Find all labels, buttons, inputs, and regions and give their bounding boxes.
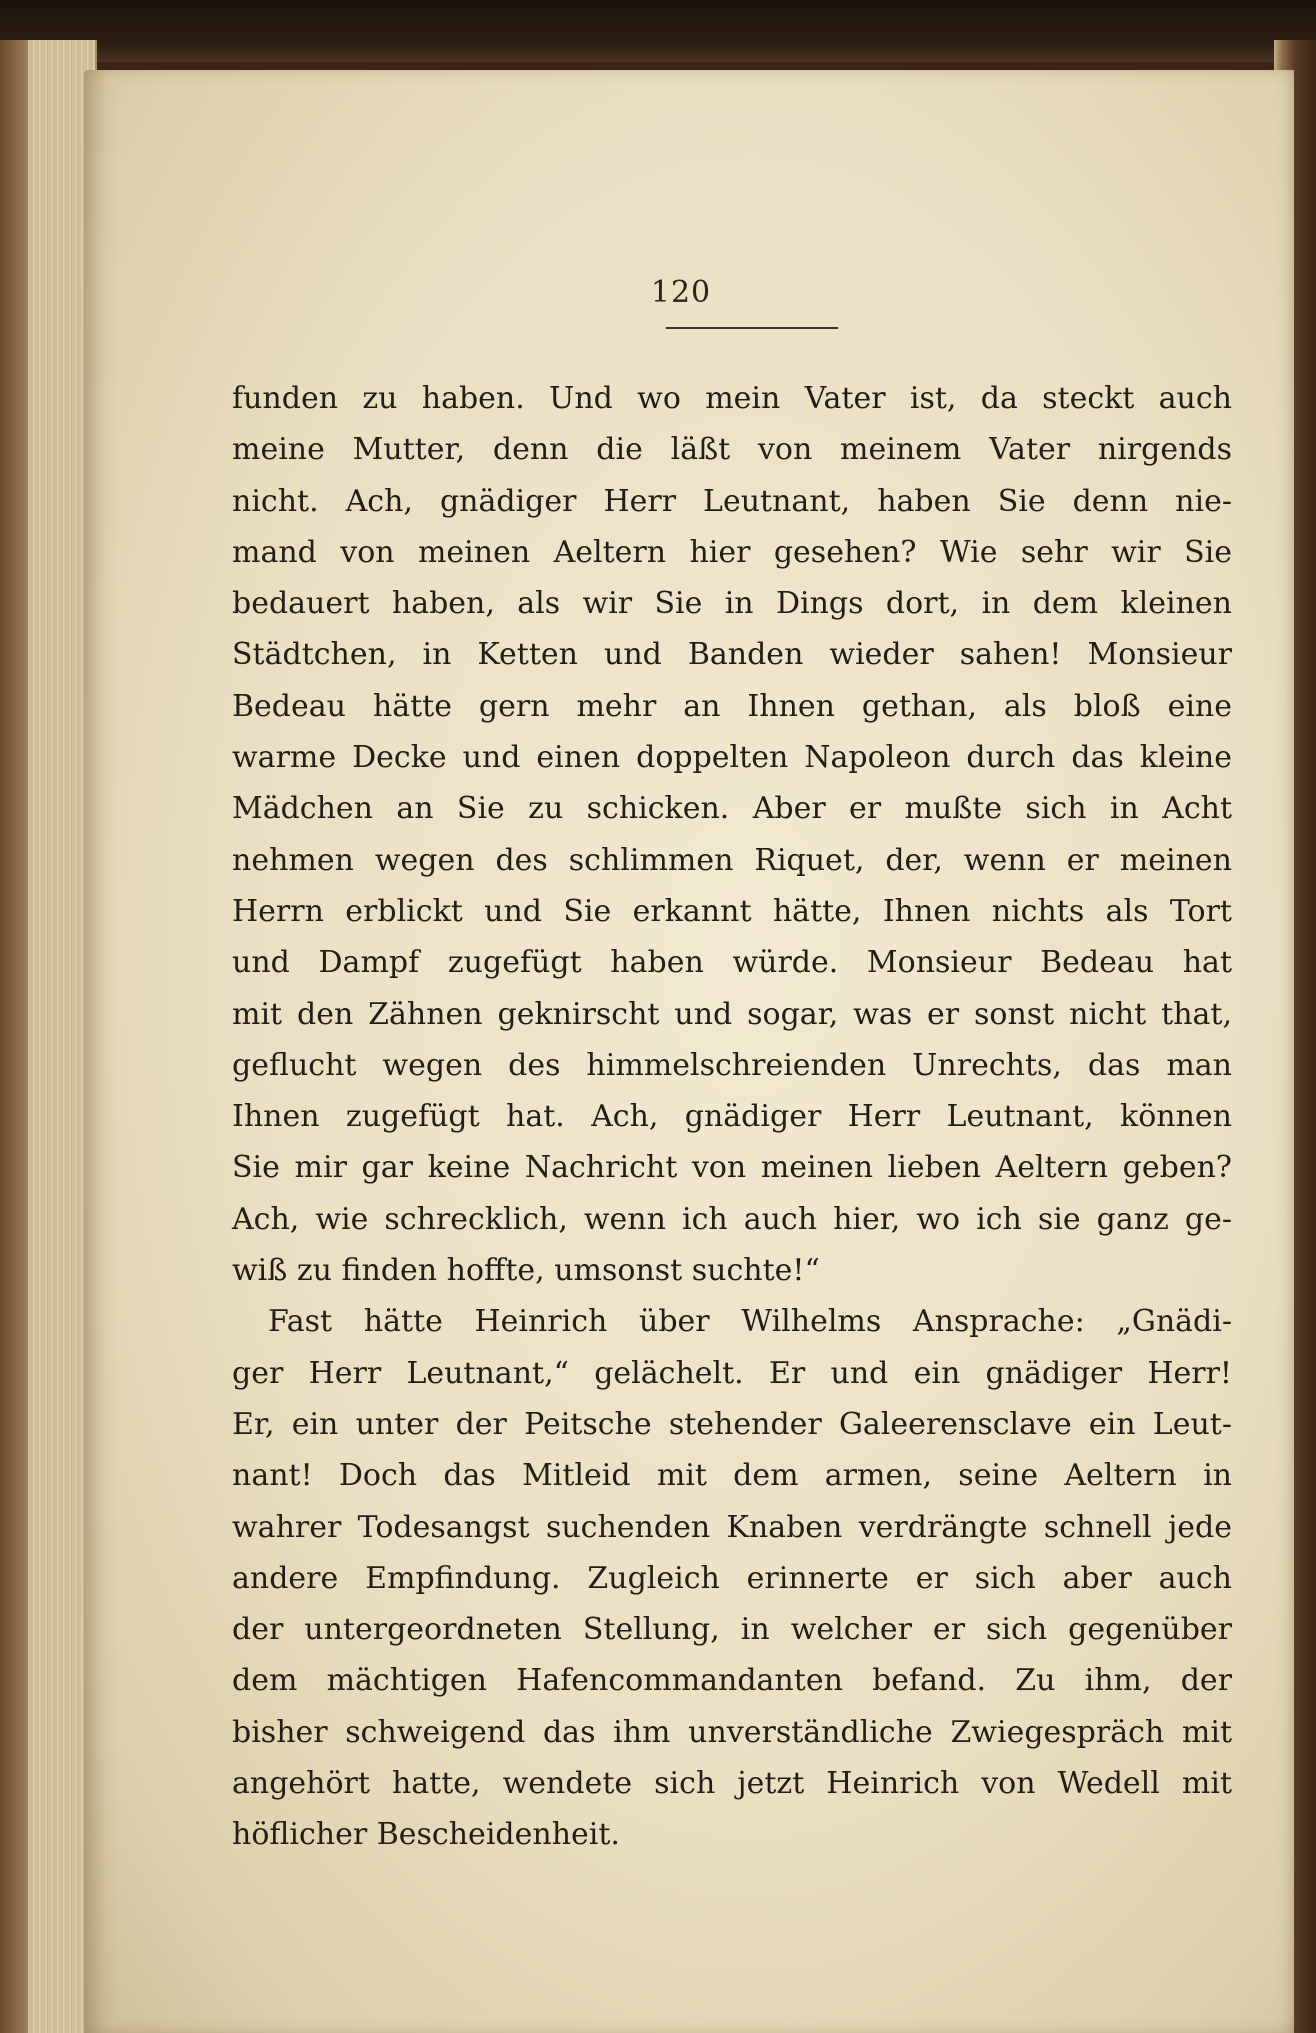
book-page (84, 70, 1294, 2033)
text-line: Städtchen, in Ketten und Banden wieder sahen! Monsieur (232, 637, 1232, 673)
text-line: Er, ein unter der Peitsche stehender Galeerensclave ein Leut- (232, 1406, 1232, 1442)
paragraph (232, 373, 1232, 1296)
text-line: warme Decke und einen doppelten Napoleon durch das kleine (232, 740, 1232, 776)
text-line: geflucht wegen des himmelschreienden Unrechts, das man (232, 1047, 1232, 1083)
text-line: dem mächtigen Hafencommandanten befand. Zu ihm, der (232, 1663, 1232, 1699)
text-line: Mädchen an Sie zu schicken. Aber er mußte sich in Acht (232, 791, 1232, 827)
text-line: funden zu haben. Und wo mein Vater ist, da steckt auch (232, 381, 1232, 416)
text-line: nehmen wegen des schlimmen Riquet, der, wenn er meinen (232, 842, 1232, 878)
text-line: meine Mutter, denn die läßt von meinem Vater nirgends (232, 432, 1232, 468)
book-top-edge (0, 0, 1316, 62)
text-line: Fast hätte Heinrich über Wilhelms Ansprache: „Gnädi- (268, 1304, 1232, 1340)
text-line: und Dampf zugefügt haben würde. Monsieur Bedeau hat (232, 945, 1232, 981)
text-line: Herrn erblickt und Sie erkannt hätte, Ihnen nichts als Tort (232, 893, 1232, 929)
body-text (232, 373, 1232, 1861)
paragraph (232, 1296, 1232, 1860)
text-line: Sie mir gar keine Nachricht von meinen lieben Aeltern geben? (232, 1150, 1232, 1186)
text-line: Bedeau hätte gern mehr an Ihnen gethan, als bloß eine (232, 688, 1232, 724)
text-line: angehört hatte, wendete sich jetzt Heinrich von Wedell mit (232, 1766, 1232, 1802)
text-line: bisher schweigend das ihm unverständliche Zwiegespräch mit (232, 1714, 1232, 1750)
text-line: wiß zu finden hoffte, umsonst suchte!“ (232, 1253, 820, 1289)
text-line: wahrer Todesangst suchenden Knaben verdrängte schnell jede (232, 1509, 1232, 1545)
text-line: Ihnen zugefügt hat. Ach, gnädiger Herr Leutnant, können (232, 1099, 1232, 1135)
text-line: nant! Doch das Mitleid mit dem armen, seine Aeltern in (232, 1458, 1232, 1494)
text-line: Ach, wie schrecklich, wenn ich auch hier, wo ich sie ganz ge- (232, 1201, 1232, 1237)
text-line: ger Herr Leutnant,“ gelächelt. Er und ein gnädiger Herr! (232, 1355, 1232, 1391)
page-number: 120 (650, 275, 712, 310)
text-line: höflicher Bescheidenheit. (232, 1817, 620, 1853)
text-line: der untergeordneten Stellung, in welcher er sich gegenüber (232, 1612, 1232, 1648)
header-rule (666, 327, 838, 329)
page-stack-left (0, 40, 97, 2033)
text-line: nicht. Ach, gnädiger Herr Leutnant, haben Sie denn nie- (232, 483, 1232, 519)
text-line: mand von meinen Aeltern hier gesehen? Wie sehr wir Sie (232, 534, 1232, 570)
text-line: andere Empfindung. Zugleich erinnerte er sich aber auch (232, 1560, 1232, 1596)
text-line: mit den Zähnen geknirscht und sogar, was er sonst nicht that, (232, 996, 1232, 1032)
text-line: bedauert haben, als wir Sie in Dings dort, in dem kleinen (232, 586, 1232, 622)
